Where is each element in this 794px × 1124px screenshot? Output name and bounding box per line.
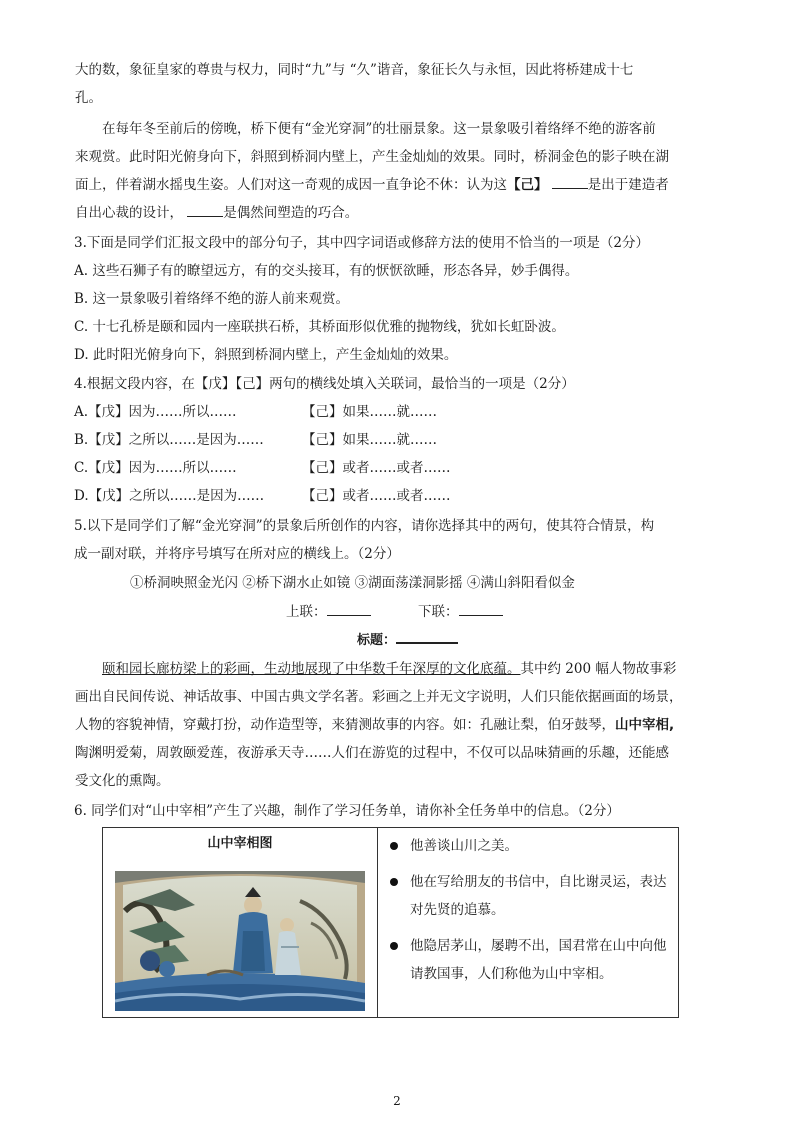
para2-line4: [75, 203, 358, 223]
lower-label: 下联：: [418, 604, 459, 620]
q4-option-b-right: 【己】如果……就……: [302, 432, 437, 448]
picture-cell: [103, 828, 378, 1018]
para2-line3-tail: 是出于建造者: [587, 177, 669, 193]
q4-option-d-right: 【己】或者……或者……: [302, 488, 451, 504]
para3-line3-text: 人物的容貌神情，穿戴打扮，动作造型等，来猜测故事的内容。如：孔融让梨，伯牙鼓琴，: [75, 717, 615, 733]
q5-lower-line: [418, 602, 503, 622]
section-title-label: 标题：: [357, 633, 397, 648]
q3-option-a[interactable]: A. 这些石狮子有的瞭望远方，有的交头接耳，有的恹恹欲睡，形态各异，妙手偶得。: [74, 263, 579, 279]
para3-highlight: 山中宰相,: [615, 717, 675, 733]
info-cell: [378, 828, 679, 1018]
q3-option-c[interactable]: C. 十七孔桥是颐和园内一座联拱石桥，其桥面形似优雅的抛物线，犹如长虹卧波。: [74, 319, 565, 335]
para2-line1: 在每年冬至前后的傍晚，桥下便有“金光穿洞”的壮丽景象。这一景象吸引着络绎不绝的游客前: [102, 121, 656, 137]
q4-option-b[interactable]: B.【戊】之所以……是因为……: [74, 432, 264, 448]
para2-line3-text: 面上，伴着湖水摇曳生姿。人们对这一奇观的成因一直争论不休：认为这: [75, 177, 507, 193]
q4-option-a[interactable]: A.【戊】因为……所以……: [74, 404, 237, 420]
section-title-line: [357, 630, 458, 651]
q5-stem-line1: 5.以下是同学们了解“金光穿洞”的景象后所创作的内容，请你选择其中的两句，使其符合情景，构: [74, 518, 655, 534]
q3-option-d[interactable]: D. 此时阳光俯身向下，斜照到桥洞内壁上，产生金灿灿的效果。: [74, 347, 458, 363]
q5-upper-line: [286, 602, 371, 622]
page-number: 2: [393, 1094, 401, 1108]
bullet-item: [384, 932, 668, 988]
para3-line2: 画出自民间传说、神话故事、中国古典文学名著。彩画之上并无文字说明，人们只能依据画面的场景，: [75, 689, 683, 705]
bullet-text: 他善谈山川之美。: [410, 838, 518, 854]
para3-underlined: 颐和园长廊枋梁上的彩画，生动地展现了中华数千年深厚的文化底蕴。: [102, 661, 521, 677]
q3-stem: 3.下面是同学们汇报文段中的部分句子，其中四字词语或修辞方法的使用不恰当的一项是（2分）: [74, 235, 649, 251]
q4-option-c-right: 【己】或者……或者……: [302, 460, 451, 476]
para3-line4: 陶渊明爱菊，周敦颐爱莲，夜游承天寺……人们在游览的过程中，不仅可以品味猜画的乐趣，还能感: [75, 745, 669, 761]
q5-stem-line2: 成一副对联，并将序号填写在所对应的横线上。（2分）: [74, 546, 400, 562]
q4-stem: 4.根据文段内容，在【戊】【己】两句的横线处填入关联词，最恰当的一项是（2分）: [74, 376, 575, 392]
q6-stem: 6. 同学们对“山中宰相”产生了兴趣，制作了学习任务单，请你补全任务单中的信息。（2分）: [74, 803, 620, 819]
painting-image: [115, 871, 365, 1011]
para2-line4-text: 自出心裁的设计，: [75, 205, 183, 221]
para2-line3: [75, 175, 669, 195]
blank-ji-2[interactable]: [187, 216, 223, 217]
marker-ji: 【己】: [507, 177, 548, 193]
para2-line4-tail: 是偶然间塑造的巧合。: [223, 205, 359, 221]
bullet-icon: [390, 842, 398, 850]
q3-option-b[interactable]: B. 这一景象吸引着络绎不绝的游人前来观赏。: [74, 291, 350, 307]
para3-line1: [102, 659, 676, 679]
q5-couplet-options: ①桥洞映照金光闪 ②桥下湖水止如镜 ③湖面荡漾洞影摇 ④满山斜阳看似金: [130, 575, 575, 591]
upper-blank[interactable]: [327, 615, 371, 616]
upper-label: 上联：: [286, 604, 327, 620]
table-title: 山中宰相图: [207, 836, 273, 851]
q4-option-c[interactable]: C.【戊】因为……所以……: [74, 460, 237, 476]
q4-option-d[interactable]: D.【戊】之所以……是因为……: [74, 488, 265, 504]
lower-blank[interactable]: [459, 615, 503, 616]
bullet-icon: [390, 942, 398, 950]
q4-option-a-right: 【己】如果……就……: [302, 404, 437, 420]
bullet-text: 他在写给朋友的书信中，自比谢灵运，表达对先贤的追慕。: [410, 874, 667, 918]
para1-line1: 大的数，象征皇家的尊贵与权力，同时“九”与 “久”谐音，象征长久与永恒，因此将桥建成十七: [75, 62, 634, 78]
para1-line2: 孔。: [75, 90, 102, 106]
bullet-item: [384, 868, 668, 924]
para3-line5: 受文化的熏陶。: [75, 773, 170, 789]
bullet-icon: [390, 878, 398, 886]
blank-ji-1[interactable]: [552, 188, 588, 189]
bullet-item: [384, 832, 668, 860]
task-table: [102, 827, 679, 1018]
para3-line1-tail: 其中约 200 幅人物故事彩: [520, 661, 677, 677]
para3-line3: [75, 715, 674, 735]
para2-line2: 来观赏。此时阳光俯身向下，斜照到桥洞内壁上，产生金灿灿的效果。同时，桥洞金色的影子映在湖: [75, 149, 669, 165]
bullet-text: 他隐居茅山，屡聘不出，国君常在山中向他请教国事，人们称他为山中宰相。: [410, 938, 667, 982]
info-bullet-list: [378, 828, 678, 988]
section-title-blank[interactable]: [396, 642, 458, 644]
